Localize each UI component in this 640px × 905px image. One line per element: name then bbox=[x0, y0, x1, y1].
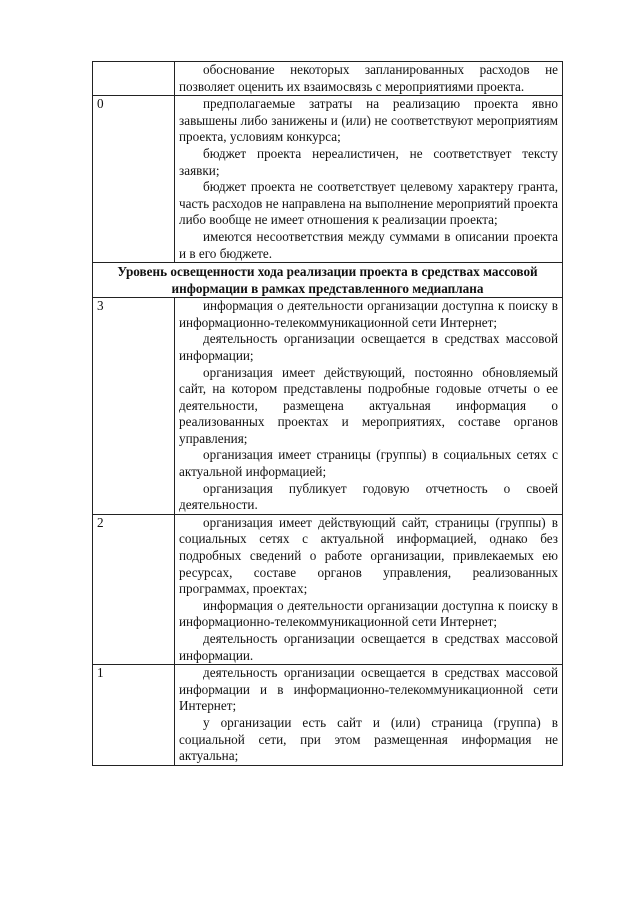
criterion-text: организация имеет страницы (группы) в социальных сетях с актуальной информацией; bbox=[179, 447, 558, 480]
criterion-text: имеются несоответствия между суммами в описании проекта и в его бюджете. bbox=[179, 228, 558, 261]
criterion-text: деятельность организации освещается в средствах массовой информации. bbox=[179, 631, 558, 663]
table-row bbox=[93, 665, 563, 766]
description-cell bbox=[175, 514, 563, 664]
criterion-text: информация о деятельности организации доступна к поиску в информационно-телекоммуникационной сети Интернет; bbox=[179, 597, 558, 630]
table-row bbox=[93, 96, 563, 263]
section-title: Уровень освещенности хода реализации проекта в средствах массовой информации в рамках представленного медиаплана bbox=[93, 263, 563, 298]
criterion-text: организация имеет действующий сайт, страницы (группы) в социальных сетях с актуальной информацией, однако без подробных сведений о работе организации, привлекаемых ею ресурсах, составе органов управления, реализованных программах, проектах; bbox=[179, 514, 558, 597]
description-cell bbox=[175, 62, 563, 96]
criterion-text: у организации есть сайт и (или) страница (группа) в социальной сети, при этом размещенная информация не актуальна; bbox=[179, 714, 558, 764]
criteria-table bbox=[92, 61, 563, 766]
score-cell: 1 bbox=[93, 665, 175, 766]
criterion-text: обоснование некоторых запланированных расходов не позволяет оценить их взаимосвязь с мероприятиями проекта. bbox=[179, 62, 558, 94]
score-cell bbox=[93, 62, 175, 96]
criterion-text: бюджет проекта нереалистичен, не соответствует тексту заявки; bbox=[179, 145, 558, 178]
table-row bbox=[93, 62, 563, 96]
table-row bbox=[93, 298, 563, 515]
description-cell bbox=[175, 96, 563, 263]
criterion-text: информация о деятельности организации доступна к поиску в информационно-телекоммуникационной сети Интернет; bbox=[179, 298, 558, 330]
description-cell bbox=[175, 665, 563, 766]
table-row bbox=[93, 514, 563, 664]
criterion-text: деятельность организации освещается в средствах массовой информации и в информационно-телекоммуникационной сети Интернет; bbox=[179, 665, 558, 714]
score-cell: 2 bbox=[93, 514, 175, 664]
section-row bbox=[93, 263, 563, 298]
score-cell: 3 bbox=[93, 298, 175, 515]
description-cell bbox=[175, 298, 563, 515]
score-cell: 0 bbox=[93, 96, 175, 263]
criterion-text: деятельность организации освещается в средствах массовой информации; bbox=[179, 331, 558, 363]
criterion-text: организация имеет действующий, постоянно обновляемый сайт, на котором представлены подробные годовые отчеты о ее деятельности, размещена актуальная информация о реализованных проектах и мероприятиях, составе органов управления; bbox=[179, 364, 558, 446]
criterion-text: бюджет проекта не соответствует целевому характеру гранта, часть расходов не направлена на выполнение мероприятий проекта либо вообще не имеет отношения к реализации проекта; bbox=[179, 179, 558, 228]
criterion-text: организация публикует годовую отчетность о своей деятельности. bbox=[179, 480, 558, 513]
criterion-text: предполагаемые затраты на реализацию проекта явно завышены либо занижены и (или) не соответствуют мероприятиям проекта, условиям конкурса; bbox=[179, 96, 558, 145]
